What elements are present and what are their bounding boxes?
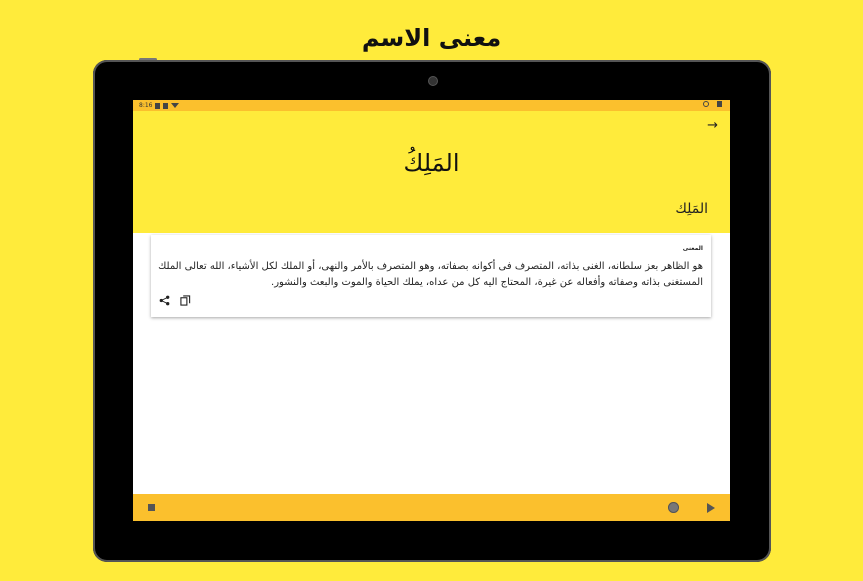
stop-icon[interactable] [148,504,155,511]
battery-icon [155,103,160,109]
meaning-text: هو الظاهر بعز سلطانه، الغنى بذاته، المتصرف فى أكوانه بصفاته، وهو المتصرف بالأمر والنهى، أو الملك لكل الأشياء، الله تعالى الملك المستغنى بذاته وصفاته وأفعاله عن غيرة، المحتاج اليه كل من عداه، يملك الحياة والموت والبعث والنشور. [158,261,703,288]
status-bar-right [703,101,722,107]
home-icon[interactable] [668,502,679,513]
wifi-icon [171,103,179,108]
status-bar-left [139,102,179,109]
status-time: 8:16 [139,102,153,109]
card-actions [159,295,191,309]
signal-icon [163,103,168,109]
name-subtitle: المَلِك [675,201,708,217]
meaning-card [151,235,711,317]
tablet-frame [93,60,771,562]
notification-icon [703,101,709,107]
arrow-right-icon[interactable]: → [707,118,718,133]
app-indicator-icon [717,101,722,107]
app-screen [133,100,730,521]
play-icon[interactable] [707,503,715,513]
name-title: المَلِكُ [403,149,460,177]
navigation-bar [133,494,730,521]
copy-icon[interactable] [180,295,191,309]
page-caption: معنى الاسم [361,24,502,52]
app-header [133,111,730,233]
meaning-label: المعنى [682,245,703,252]
status-bar [133,100,730,111]
camera-icon [428,76,438,86]
share-icon[interactable] [159,295,170,309]
